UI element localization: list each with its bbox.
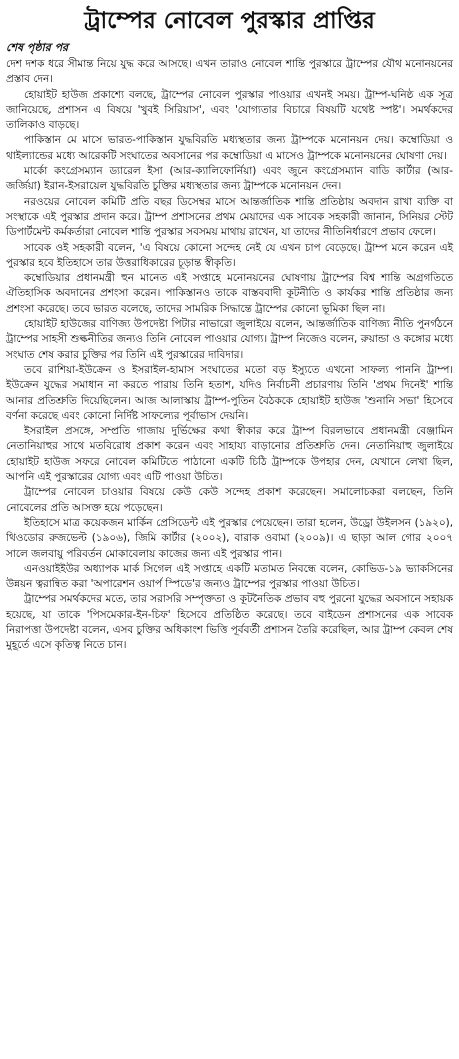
paragraph: সাবেক ওই সহকারী বলেন, 'এ বিষয়ে কোনো সন্দেহ নেই যে এখন চাপ বেড়েছে। ট্রাম্প মনে করেন এই পুরস্কার হবে ইতিহাসে তার উত্তরাধিকারের চূড়ান্ত স্বীকৃতি। [6,241,453,269]
paragraph: ইসরাইল প্রসঙ্গে, সম্প্রতি গাজায় দুর্ভিক্ষের কথা স্বীকার করে ট্রাম্প বিরলভাবে প্রধানমন্ত্রী বেঞ্জামিন নেতানিয়াহুর সাথে মতবিরোধ প্রকাশ করেন এবং সাহায্য বাড়ানোর প্রতিশ্রুতি দেন। নেতানিয়াহু জুলাইয়ে হোয়াইট হাউজ সফরে নোবেল কমিটিতে পাঠানো একটি চিঠি ট্রাম্পকে উপহার দেন, যেখানে লেখা ছিল, আপনি এই পুরস্কারের যোগ্য এবং এটি পাওয়া উচিত। [6,425,453,484]
paragraph: তবে রাশিয়া-ইউক্রেন ও ইসরাইল-হামাস সংঘাতের মতো বড় ইস্যুতে এখনো সাফল্য পাননি ট্রাম্প। ইউক্রেন যুদ্ধের সমাধান না করতে পারায় তিনি হতাশ, যদিও নির্বাচনী প্রচারণায় তিনি 'প্রথম দিনেই' শান্তি আনার প্রতিশ্রুতি দিয়েছিলেন। আজ আলাস্কায় ট্রাম্প-পুতিন বৈঠককে হোয়াইট হাউজ 'শুনানি সভা' হিসেবে বর্ণনা করেছে এবং কোনো নির্দিষ্ট সাফল্যের পূর্বাভাস দেয়নি। [6,363,453,422]
headline: ট্রাম্পের নোবেল পুরস্কার প্রাপ্তির [84,8,375,34]
paragraph: দেশ দশক ধরে সীমান্ত নিয়ে যুদ্ধ করে আসছে। এখন তারাও নোবেল শান্তি পুরস্কারে ট্রাম্পের যৌথ মনোনয়নের প্রস্তাব দেন। [6,58,453,86]
paragraph: এনওয়াইইউর অধ্যাপক মার্ক সিগেল এই সপ্তাহে একটি মতামত নিবন্ধে বলেন, কোভিড-১৯ ভ্যাকসিনের উন্নয়ন ত্বরান্বিত করা 'অপারেশন ওয়ার্প স্পিডে'র জন্যও ট্রাম্পের পুরস্কার পাওয়া উচিত। [6,562,453,591]
paragraph: ইতিহাসে মাত্র কয়েকজন মার্কিন প্রেসিডেন্ট এই পুরস্কার পেয়েছেন। তারা হলেন, উড্রো উইলসন (১৯২০), থিওডোর রুজভেল্ট (১৯০৬), জিমি কার্টার (২০০২), বারাক ওবামা (২০০৯)। এ ছাড়া আল গোর ২০০৭ সালে জলবায়ু পরিবর্তন মোকাবেলায় কাজের জন্য এই পুরস্কার পান। [6,516,453,560]
paragraph: পাকিস্তান মে মাসে ভারত-পাকিস্তান যুদ্ধবিরতি মধ্যস্থতার জন্য ট্রাম্পকে মনোনয়ন দেয়। কম্বোডিয়া ও থাইল্যান্ডের মধ্যে আরেকটি সংঘাতের অবসানের পর কম্বোডিয়া এ মাসেও ট্রাম্পকে মনোনয়নের ঘোষণা দেয়। [6,134,453,162]
paragraph: ট্রাম্পের সমর্থকদের মতে, তার সরাসরি সম্পৃক্ততা ও কূটনৈতিক প্রভাব বহু পুরনো যুদ্ধের অবসানে সহায়ক হয়েছে, যা তাকে 'পিসমেকার-ইন-চিফ' হিসেবে প্রতিষ্ঠিত করেছে। তবে বাইডেন প্রশাসনের এক সাবেক নিরাপত্তা উপদেষ্টা বলেন, এসব চুক্তির অধিকাংশ ভিত্তি পূর্ববর্তী প্রশাসন তৈরি করেছিল, আর ট্রাম্প কেবল শেষ মুহূর্তে এসে কৃতিত্ব নিতে চান। [6,593,453,652]
paragraph: হোয়াইট হাউজ প্রকাশ্যে বলছে, ট্রাম্পের নোবেল পুরস্কার পাওয়ার এখনই সময়। ট্রাম্প-ঘনিষ্ঠ এক সূত্র জানিয়েছে, প্রশাসন এ বিষয়ে 'খুবই সিরিয়াস', এবং 'যোগ্যতার বিচারে বিষয়টি যথেষ্ট স্পষ্ট'। সমর্থকদের তালিকাও বাড়ছে। [6,88,453,132]
paragraph: হোয়াইট হাউজের বাণিজ্য উপদেষ্টা পিটার নাভারো জুলাইয়ে বলেন, আন্তর্জাতিক বাণিজ্য নীতি পুনর্গঠনে ট্রাম্পের সাহসী শুল্কনীতির জন্যও তিনি নোবেল পাওয়ার যোগ্য। ট্রাম্প নিজেও বলেন, রুয়ান্ডা ও কঙ্গোর মধ্যে সংঘাত শেষ করার চুক্তির পর তিনি এই পুরস্কারের দাবিদার। [6,318,453,361]
paragraph: নরওয়ের নোবেল কমিটি প্রতি বছর ডিসেম্বর মাসে আন্তর্জাতিক শান্তি প্রতিষ্ঠায় অবদান রাখা ব্যক্তি বা সংস্থাকে এই পুরস্কার প্রদান করে। ট্রাম্প প্রশাসনের প্রথম মেয়াদের এক সাবেক সহকারী জানান, সিনিয়র স্টেট ডিপার্টমেন্ট কর্মকর্তারা নোবেল শান্তি পুরস্কার সবসময় মাথায় রাখেন, যা তাদের নীতিনির্ধারণে প্রভাব ফেলে। [6,195,453,239]
paragraph: কম্বোডিয়ার প্রধানমন্ত্রী হুন মানেত এই সপ্তাহে মনোনয়নের ঘোষণায় ট্রাম্পের বিশ্ব শান্তি অগ্রগতিতে ঐতিহাসিক অবদানের প্রশংসা করেন। পাকিস্তানও তাকে বাস্তববাদী কূটনীতি ও কার্যকর শান্তি প্রতিষ্ঠার জন্য প্রশংসা করেছে। তবে ভারত বলেছে, তাদের সামরিক সিদ্ধান্তে ট্রাম্পের কোনো ভূমিকা ছিল না। [6,272,453,315]
continued-label: শেষ পৃষ্ঠার পর [6,41,69,54]
article-body [6,57,453,654]
paragraph: মার্কো কংগ্রেসম্যান ড্যারেল ইসা (আর-ক্যালিফোর্নিয়া) এবং জুনে কংগ্রেসম্যান বাডি কার্টার (আর-জর্জিয়া) ইরান-ইসরায়েল যুদ্ধবিরতি চুক্তির মধ্যস্থতার জন্য ট্রাম্পকে মনোনয়ন দেন। [6,165,453,193]
paragraph: ট্রাম্পের নোবেল চাওয়ার বিষয়ে কেউ কেউ সন্দেহ প্রকাশ করেছেন। সমালোচকরা বলছেন, তিনি নোবেলের প্রতি আসক্ত হয়ে পড়েছেন। [6,486,453,514]
